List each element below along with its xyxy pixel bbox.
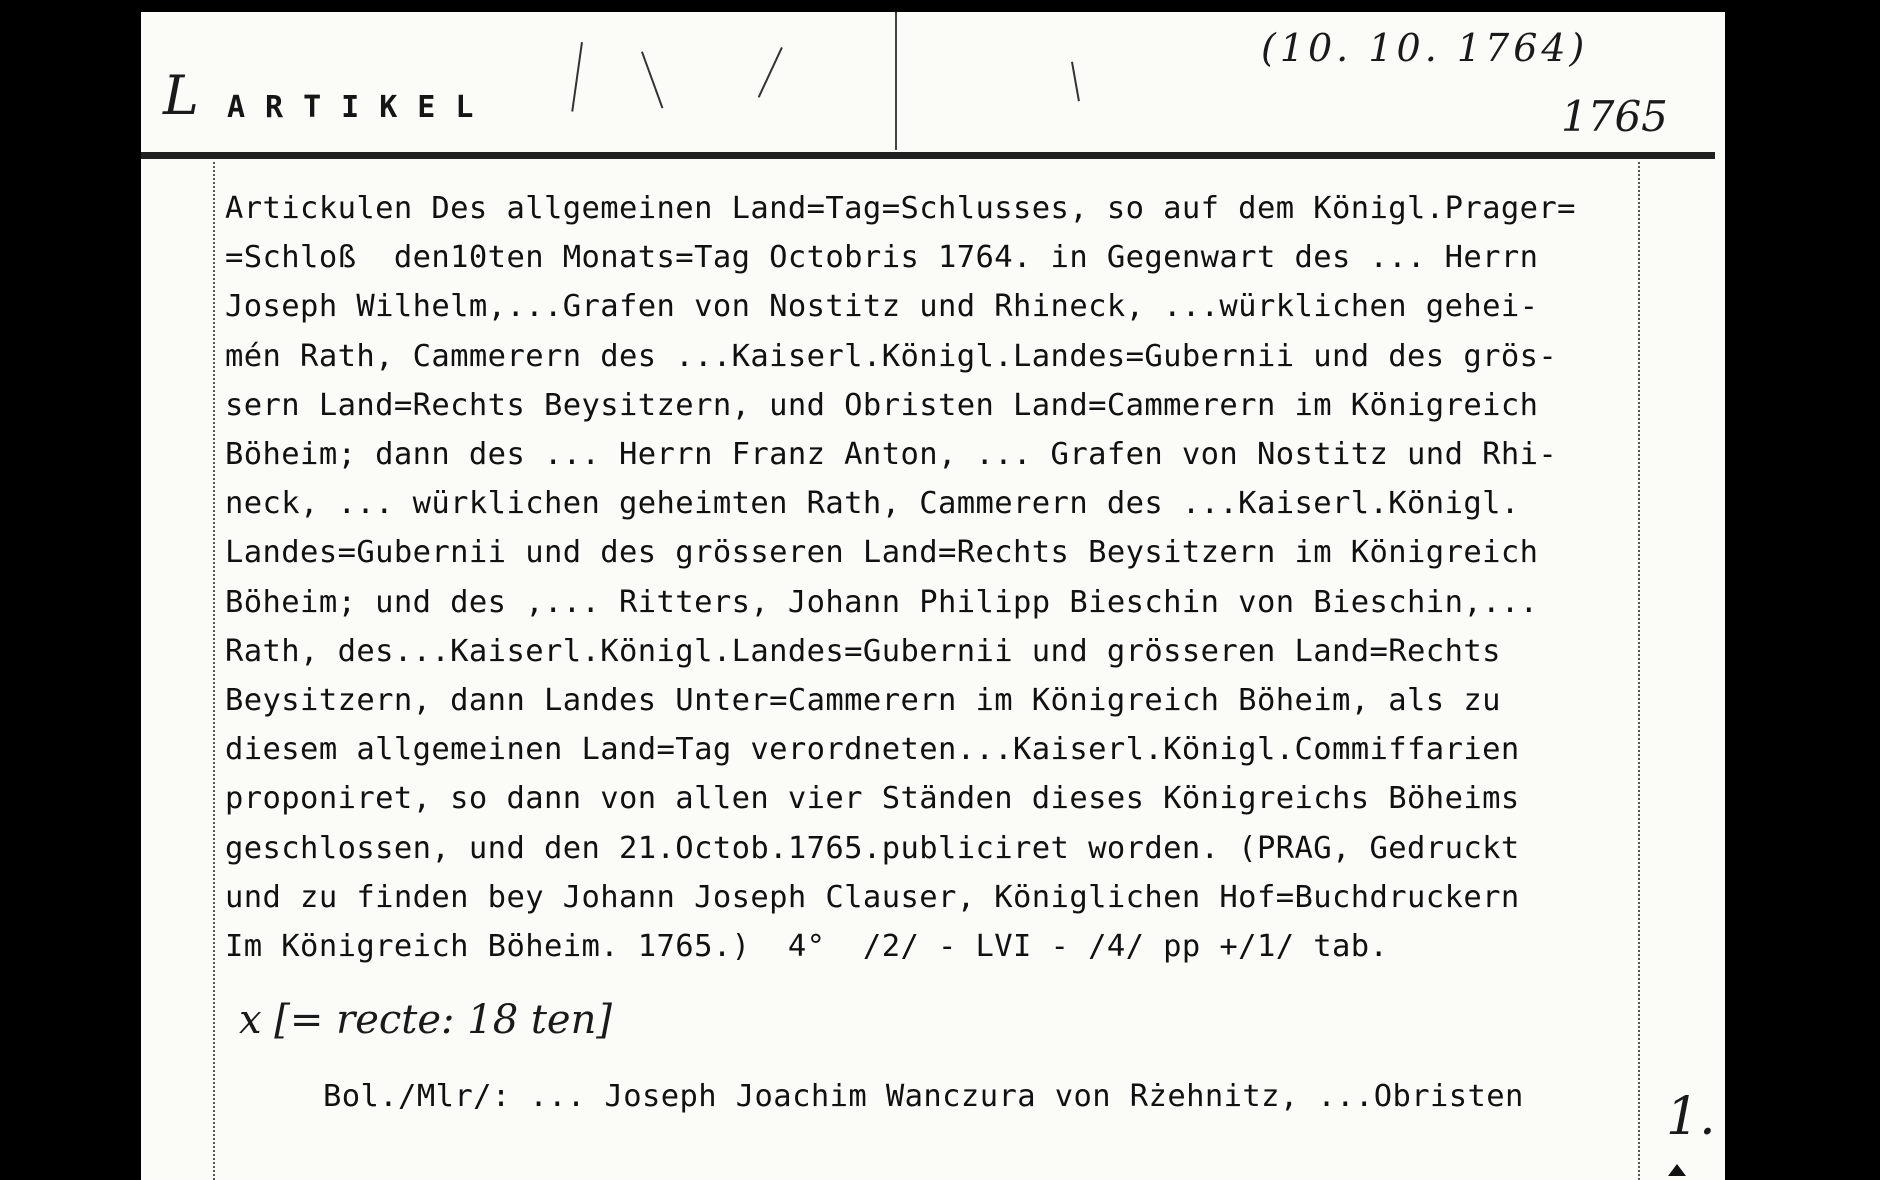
card-heading: ARTIKEL [227,90,494,125]
body-line: Beysitzern, dann Landes Unter=Cammerern im Königreich Böheim, als zu [225,683,1501,719]
header-rule [141,152,1715,159]
stray-mark [641,51,663,108]
body-line: =Schloß den10ten Monats=Tag Octobris 1764. in Gegenwart des ... Herrn [225,240,1539,276]
body-line: proponiret, so dann von allen vier Ständen dieses Königreichs Böheims [225,781,1520,817]
body-line: diesem allgemeinen Land=Tag verordneten...Kaiserl.Königl.Commiffarien [225,732,1520,768]
body-line: Böheim; und des ,... Ritters, Johann Philipp Bieschin von Bieschin,... [225,584,1539,620]
stray-mark [1071,62,1080,102]
body-line: und zu finden bey Johann Joseph Clauser, Königlichen Hof=Buchdruckern [225,879,1520,915]
right-margin-line [1638,162,1640,1180]
body-line: sern Land=Rechts Beysitzern, und Obristen Land=Cammerern im Königreich [225,387,1539,423]
header-divider [895,12,897,150]
body-line: neck, ... würklichen geheimten Rath, Cammerern des ...Kaiserl.Königl. [225,486,1520,522]
body-text [225,184,1576,971]
handwritten-date: (10. 10. 1764) [1261,26,1589,70]
page-number: 1. [1666,1087,1716,1147]
body-line: Artickulen Des allgemeinen Land=Tag=Schlusses, so auf dem Königl.Prager= [225,191,1576,226]
body-line: Böheim; dann des ... Herrn Franz Anton, ... Grafen von Nostitz und Rhi- [225,437,1558,473]
body-line: Im Königreich Böheim. 1765.) 4° /2/ - LVI - /4/ pp +/1/ tab. [225,929,1389,965]
handwritten-footnote: x [= recte: 18 ten] [239,997,612,1043]
left-margin-line [213,162,215,1180]
citation-line: Bol./Mlr/: ... Joseph Joachim Wanczura von Rżehnitz, ...Obristen [323,1079,1524,1114]
body-line: mén Rath, Cammerern des ...Kaiserl.Königl.Landes=Gubernii und des grös- [225,338,1558,374]
body-line: Rath, des...Kaiserl.Königl.Landes=Gubernii und grösseren Land=Rechts [225,633,1501,669]
catalog-card [141,12,1725,1180]
body-line: geschlossen, und den 21.Octob.1765.publiciret worden. (PRAG, Gedruckt [225,830,1520,866]
body-line: Landes=Gubernii und des grösseren Land=Rechts Beysitzern im Königreich [225,535,1539,571]
body-line: Joseph Wilhelm,...Grafen von Nostitz und Rhineck, ...würklichen gehei- [225,289,1539,325]
stray-mark [571,42,583,112]
stray-mark [758,47,783,98]
handwritten-letter-mark: L [163,64,199,127]
handwritten-year: 1765 [1561,92,1668,141]
continue-arrow-icon [1668,1164,1686,1176]
